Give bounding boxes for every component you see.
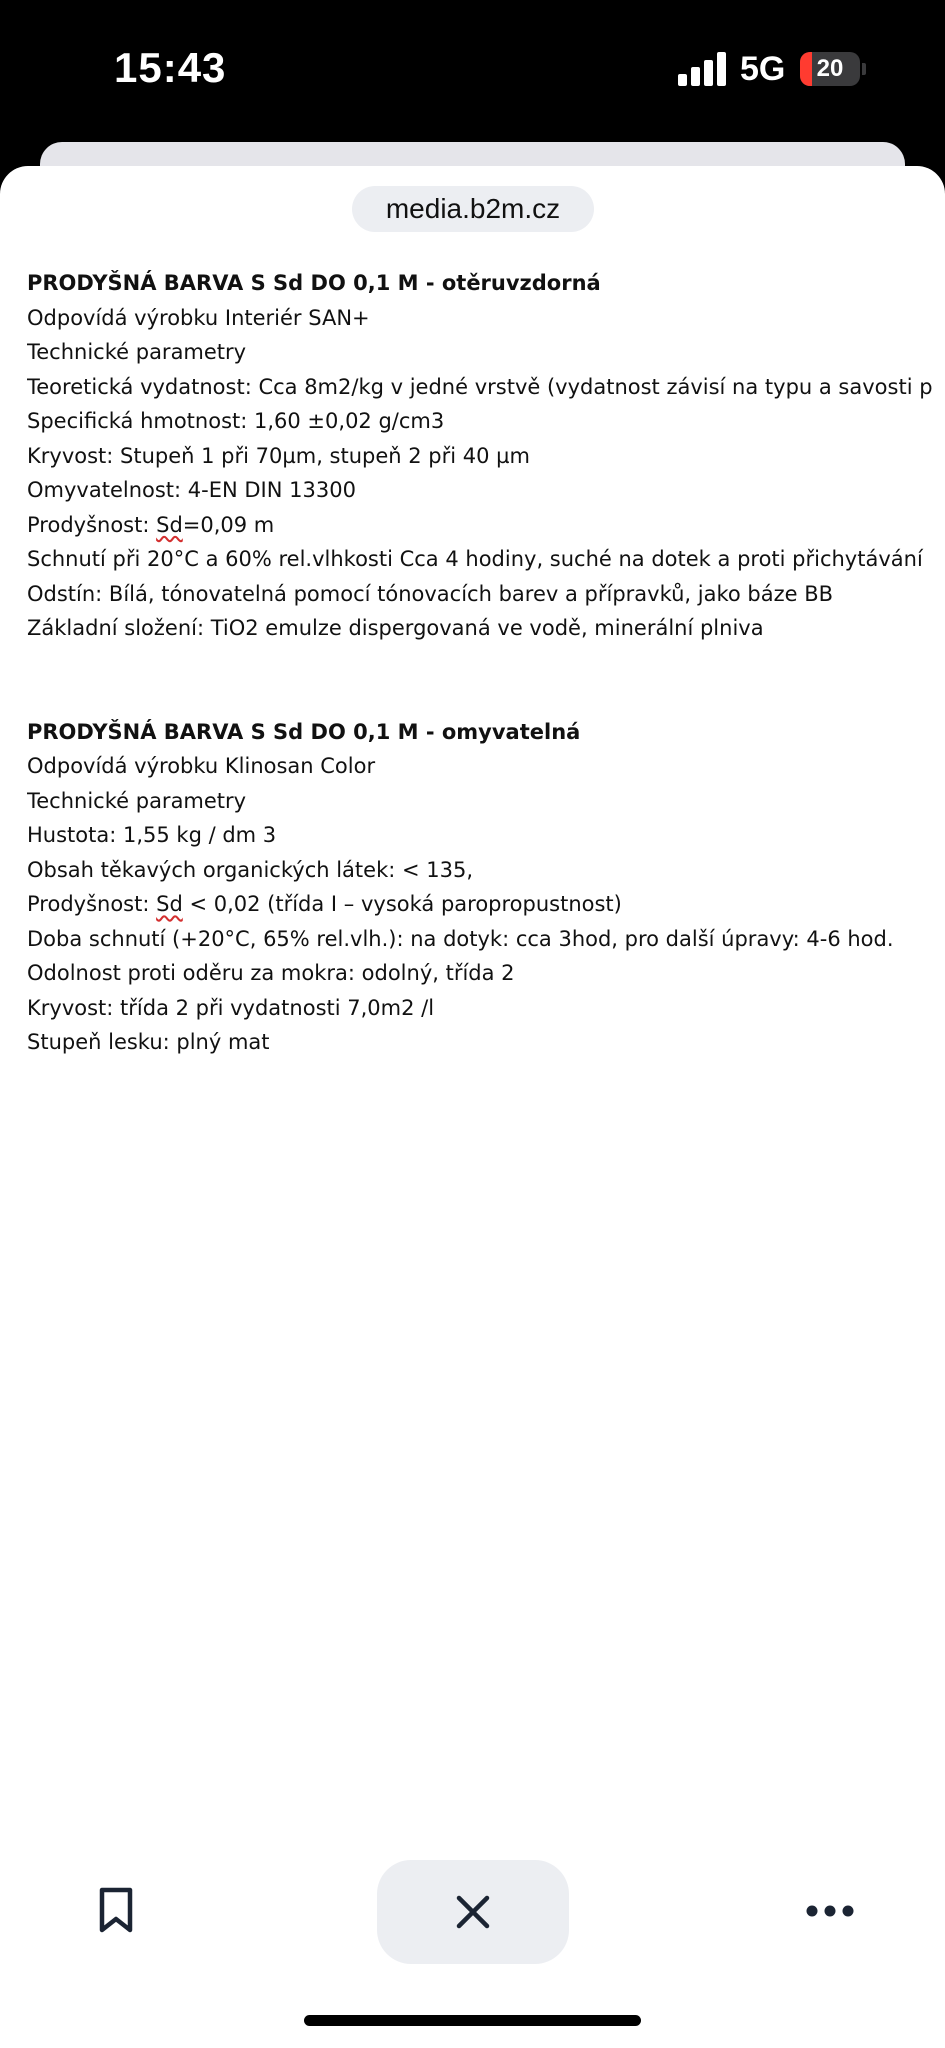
doc-line: Doba schnutí (+20°C, 65% rel.vlh.): na dotyk: cca 3hod, pro další úpravy: 4-6 hod. (27, 926, 894, 951)
section-title: PRODYŠNÁ BARVA S Sd DO 0,1 M - omyvatelná (27, 719, 581, 744)
home-indicator[interactable] (304, 2015, 641, 2026)
doc-line: Odolnost proti oděru za mokra: odolný, třída 2 (27, 961, 515, 985)
doc-line: Odpovídá výrobku Interiér SAN+ (27, 305, 370, 330)
section-gap (27, 646, 945, 715)
network-label: 5G (740, 50, 786, 88)
bookmark-icon[interactable] (96, 1886, 136, 1934)
battery-level: 20 (816, 55, 844, 82)
section-title: PRODYŠNÁ BARVA S Sd DO 0,1 M - otěruvzdorná (27, 271, 601, 295)
doc-line: Kryvost: třída 2 při vydatnosti 7,0m2 /l (27, 995, 435, 1020)
spellcheck-mark: Sd (156, 892, 183, 916)
doc-line: Odpovídá výrobku Klinosan Color (27, 754, 376, 778)
doc-line: Omyvatelnost: 4-EN DIN 13300 (27, 478, 356, 502)
close-icon (453, 1892, 493, 1932)
battery-tip (862, 63, 866, 75)
status-time: 15:43 (114, 44, 227, 91)
section-oteruvzdorna (27, 266, 945, 646)
doc-line: Technické parametry (27, 340, 247, 364)
doc-line: Prodyšnost: Sd=0,09 m (27, 512, 275, 537)
document-content (27, 266, 945, 1060)
doc-line: Odstín: Bílá, tónovatelná pomocí tónovacích barev a přípravků, jako báze BB (27, 581, 834, 606)
more-icon[interactable] (806, 1899, 854, 1923)
doc-line: Technické parametry (27, 788, 247, 813)
doc-line: Základní složení: TiO2 emulze dispergovaná ve vodě, minerální plniva (27, 616, 764, 640)
url-pill[interactable]: media.b2m.cz (352, 186, 594, 232)
status-bar (0, 0, 945, 140)
doc-line: Teoretická vydatnost: Cca 8m2/kg v jedné vrstvě (vydatnost závisí na typu a savosti p (27, 374, 933, 399)
signal-icon (678, 52, 726, 86)
spellcheck-mark: Sd (156, 512, 183, 537)
battery-icon (800, 52, 860, 86)
close-button[interactable] (377, 1860, 569, 1964)
doc-line: Hustota: 1,55 kg / dm 3 (27, 823, 277, 847)
section-omyvatelna (27, 715, 945, 1060)
doc-line: Specifická hmotnost: 1,60 ±0,02 g/cm3 (27, 409, 445, 433)
doc-line: Prodyšnost: Sd < 0,02 (třída I – vysoká paropropustnost) (27, 892, 622, 916)
doc-line: Schnutí při 20°C a 60% rel.vlhkosti Cca 4 hodiny, suché na dotek a proti přichytávání (27, 547, 923, 571)
doc-line: Obsah těkavých organických látek: < 135, (27, 857, 474, 882)
doc-line: Stupeň lesku: plný mat (27, 1030, 270, 1054)
doc-line: Kryvost: Stupeň 1 při 70µm, stupeň 2 při 40 µm (27, 443, 530, 468)
